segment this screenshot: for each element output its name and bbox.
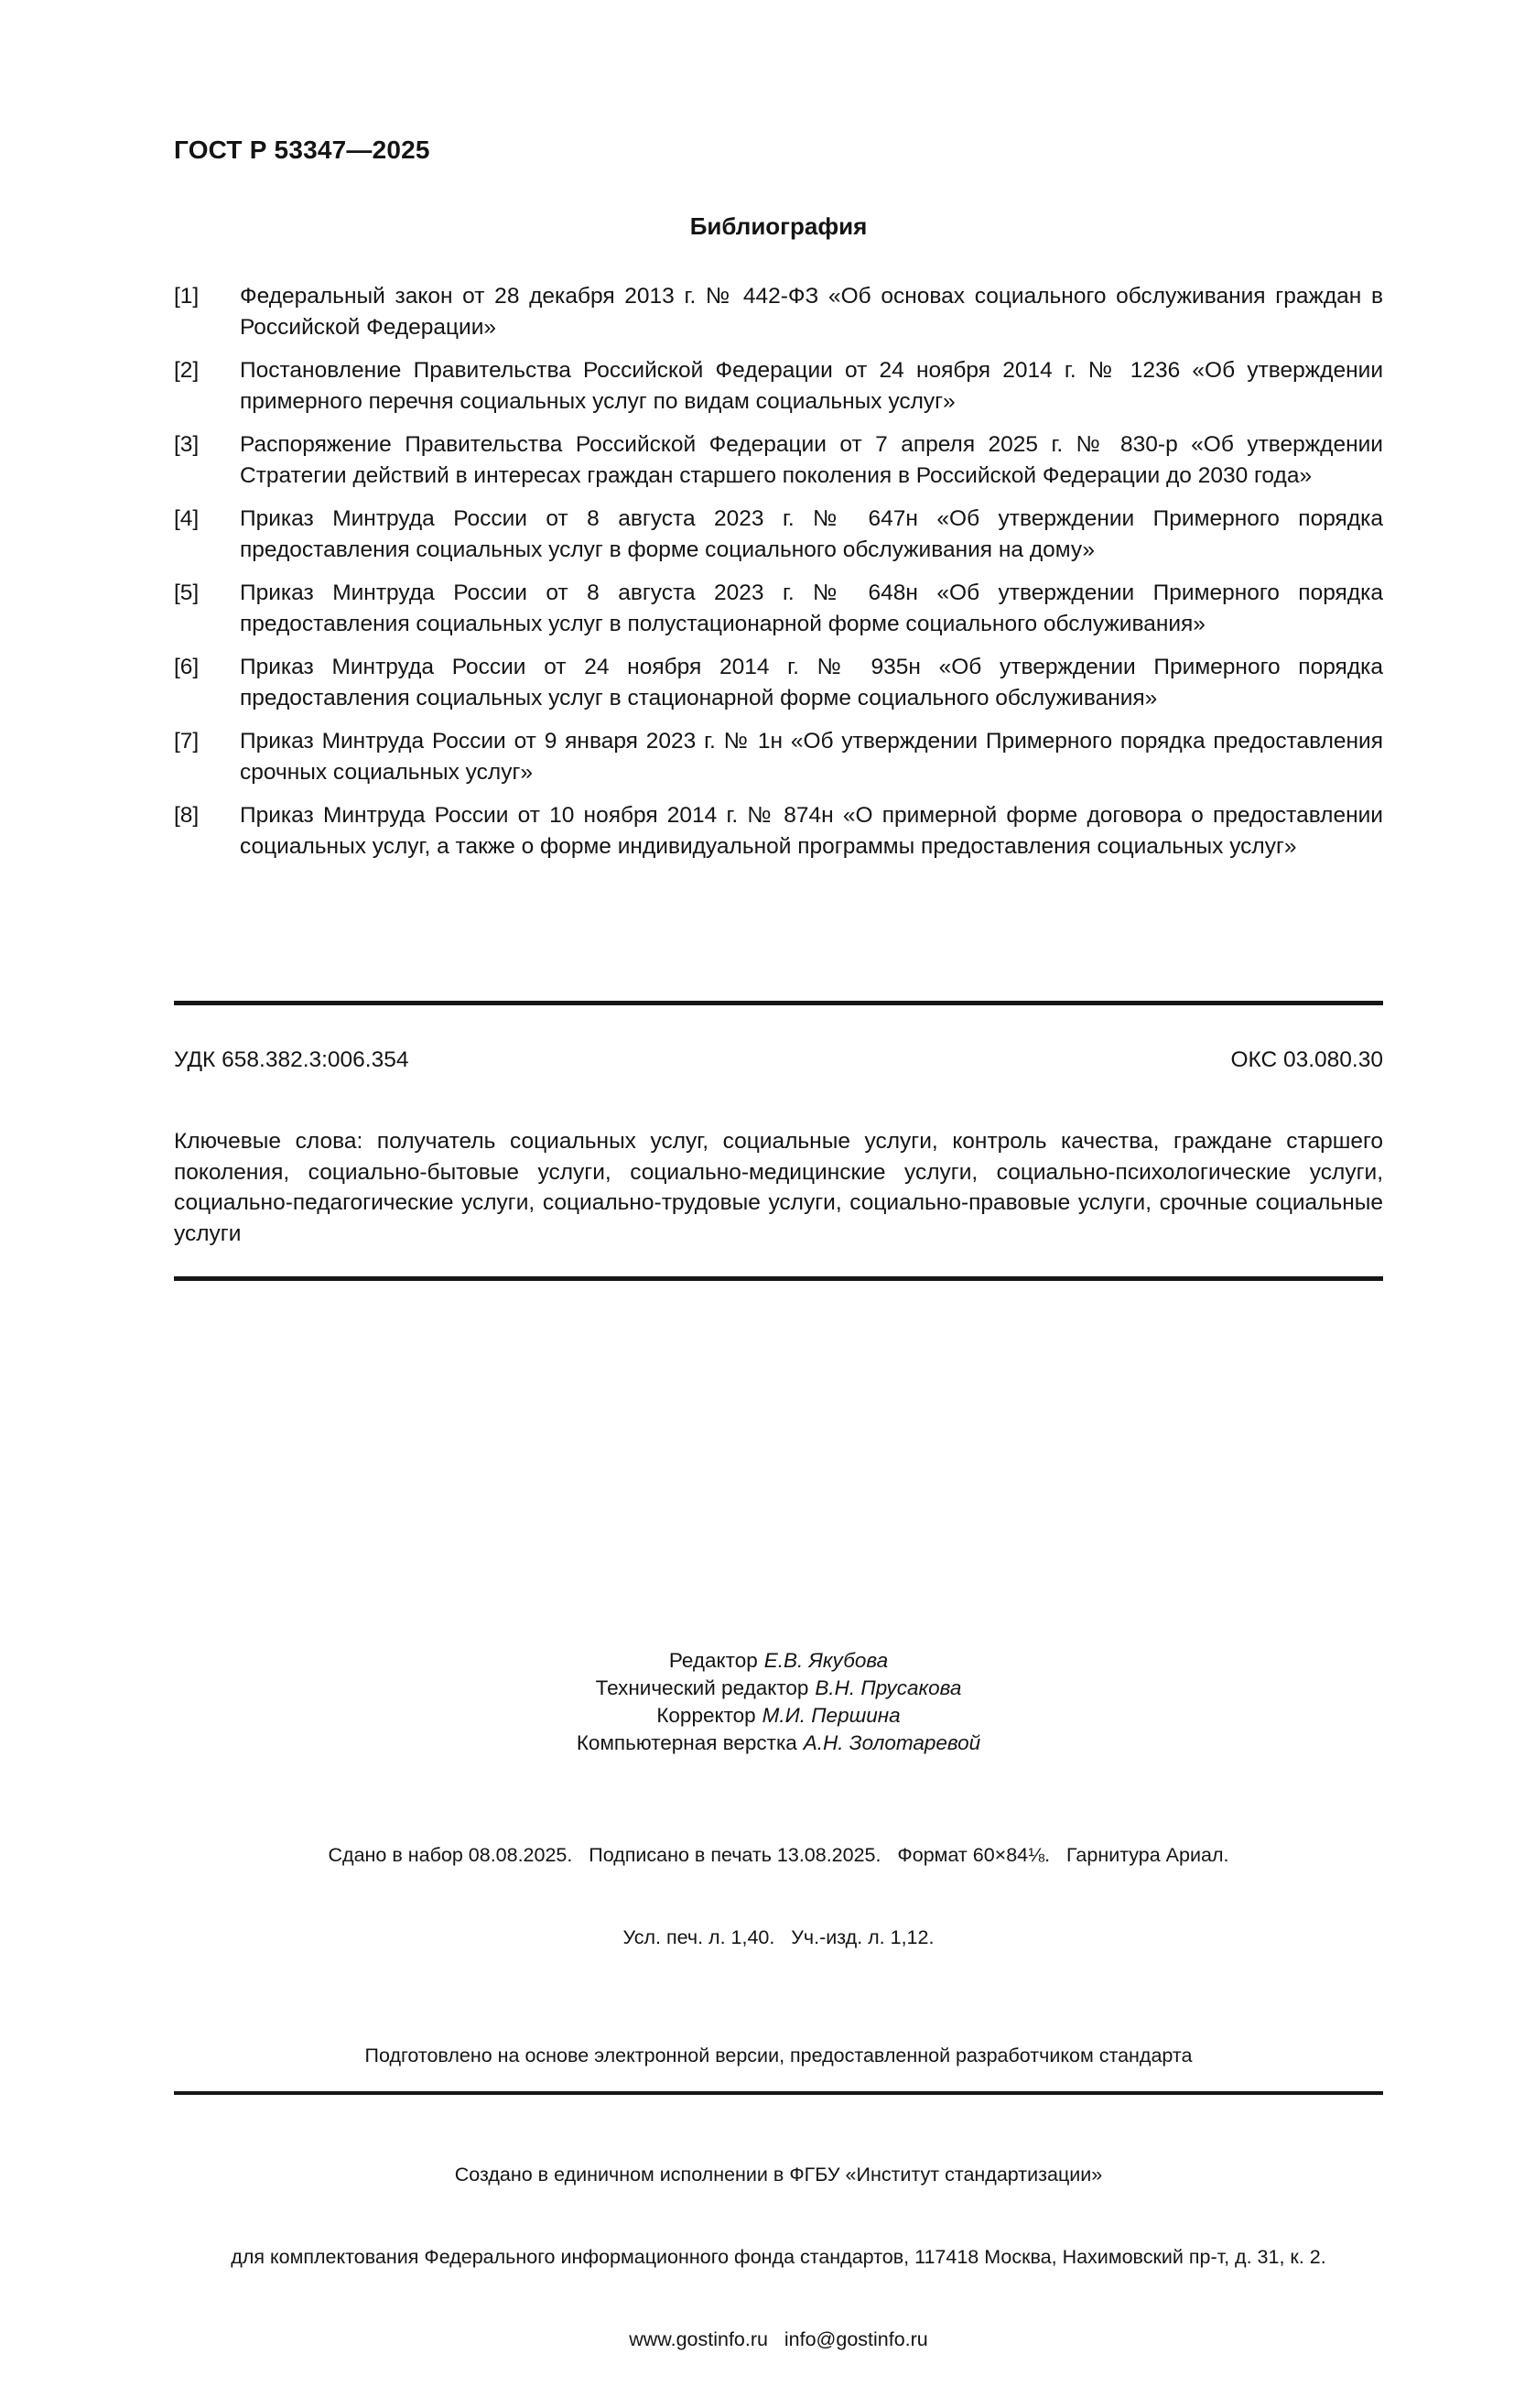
- classification-row: [174, 1047, 1383, 1073]
- credit-person: В.Н. Прусакова: [815, 1676, 962, 1699]
- credit-role: Компьютерная верстка: [576, 1731, 797, 1754]
- credit-role: Редактор: [668, 1649, 758, 1672]
- reference-text: Федеральный закон от 28 декабря 2013 г. № 442-ФЗ «Об основах социального обслуживания граждан в Российской Федерации»: [240, 284, 1383, 340]
- reference-number: [7]: [174, 729, 200, 754]
- credit-line: [174, 1702, 1383, 1730]
- bibliography-item: [174, 355, 1383, 417]
- bibliography-item: [174, 504, 1383, 565]
- reference-text: Приказ Минтруда России от 8 августа 2023 г. № 647н «Об утверждении Примерного порядка предоставления социальных услуг в форме социального обслуживания на дому»: [240, 506, 1383, 562]
- keywords-paragraph: Ключевые слова: получатель социальных услуг, социальные услуги, контроль качества, граждане старшего поколения, социально-бытовые услуги, социально-медицинские услуги, социально-психологические услуги, социально-педагогические услуги, социально-трудовые услуги, социально-правовые услуги, срочные социальные услуги: [174, 1129, 1383, 1246]
- section-title: Библиография: [689, 212, 868, 240]
- reference-number: [5]: [174, 580, 200, 605]
- credits-block: [174, 1647, 1383, 1757]
- reference-number: [4]: [174, 506, 200, 531]
- publisher-contacts: www.gostinfo.ru info@gostinfo.ru: [629, 2328, 928, 2350]
- bibliography-item: [174, 281, 1383, 342]
- horizontal-rule: [174, 1276, 1383, 1281]
- doc-number: ГОСТ Р 53347—2025: [174, 136, 430, 164]
- publisher-footer: [174, 2106, 1383, 2408]
- bibliography-item: [174, 578, 1383, 639]
- reference-number: [6]: [174, 655, 200, 679]
- imprint-block: [174, 1786, 1383, 2006]
- publisher-line: для комплектования Федерального информационного фонда стандартов, 117418 Москва, Нахимовский пр-т, д. 31, к. 2.: [231, 2246, 1326, 2268]
- horizontal-rule: [174, 1001, 1383, 1005]
- bibliography-item: [174, 800, 1383, 862]
- bibliography-list: [174, 281, 1383, 862]
- credit-person: Е.В. Якубова: [763, 1649, 889, 1672]
- udk-code: УДК 658.382.3:006.354: [174, 1047, 409, 1072]
- imprint-line: Сдано в набор 08.08.2025. Подписано в печать 13.08.2025. Формат 60×84⅛. Гарнитура Ариал.: [328, 1844, 1229, 1866]
- credit-role: Корректор: [656, 1704, 756, 1727]
- credit-line: [174, 1647, 1383, 1675]
- credit-person: А.Н. Золотаревой: [803, 1731, 981, 1754]
- reference-text: Распоряжение Правительства Российской Федерации от 7 апреля 2025 г. № 830-р «Об утверждении Стратегии действий в интересах граждан старшего поколения в Российской Федерации до 2030 года»: [240, 432, 1383, 488]
- reference-number: [2]: [174, 358, 200, 383]
- imprint-line: Усл. печ. л. 1,40. Уч.-изд. л. 1,12.: [622, 1926, 935, 1948]
- horizontal-rule: [174, 2091, 1383, 2095]
- reference-number: [1]: [174, 284, 200, 309]
- reference-number: [8]: [174, 803, 200, 828]
- credit-line: [174, 1730, 1383, 1757]
- publisher-line: Создано в единичном исполнении в ФГБУ «Институт стандартизации»: [454, 2164, 1103, 2186]
- credit-line: [174, 1675, 1383, 1702]
- reference-text: Приказ Минтруда России от 9 января 2023 г. № 1н «Об утверждении Примерного порядка предоставления срочных социальных услуг»: [240, 729, 1383, 785]
- reference-text: Постановление Правительства Российской Федерации от 24 ноября 2014 г. № 1236 «Об утверждении примерного перечня социальных услуг по видам социальных услуг»: [240, 358, 1383, 414]
- prepared-note: Подготовлено на основе электронной версии, предоставленной разработчиком стандарта: [364, 2045, 1193, 2066]
- reference-text: Приказ Минтруда России от 10 ноября 2014 г. № 874н «О примерной форме договора о предоставлении социальных услуг, а также о форме индивидуальной программы предоставления социальных услуг»: [240, 803, 1383, 859]
- bibliography-item: [174, 726, 1383, 787]
- credit-person: М.И. Першина: [762, 1704, 901, 1727]
- oks-code: ОКС 03.080.30: [1230, 1047, 1383, 1072]
- reference-text: Приказ Минтруда России от 24 ноября 2014 г. № 935н «Об утверждении Примерного порядка предоставления социальных услуг в стационарной форме социального обслуживания»: [240, 655, 1383, 710]
- reference-number: [3]: [174, 432, 200, 457]
- bibliography-item: [174, 429, 1383, 491]
- bibliography-item: [174, 652, 1383, 713]
- credit-role: Технический редактор: [595, 1676, 809, 1699]
- reference-text: Приказ Минтруда России от 8 августа 2023 г. № 648н «Об утверждении Примерного порядка предоставления социальных услуг в полустационарной форме социального обслуживания»: [240, 580, 1383, 636]
